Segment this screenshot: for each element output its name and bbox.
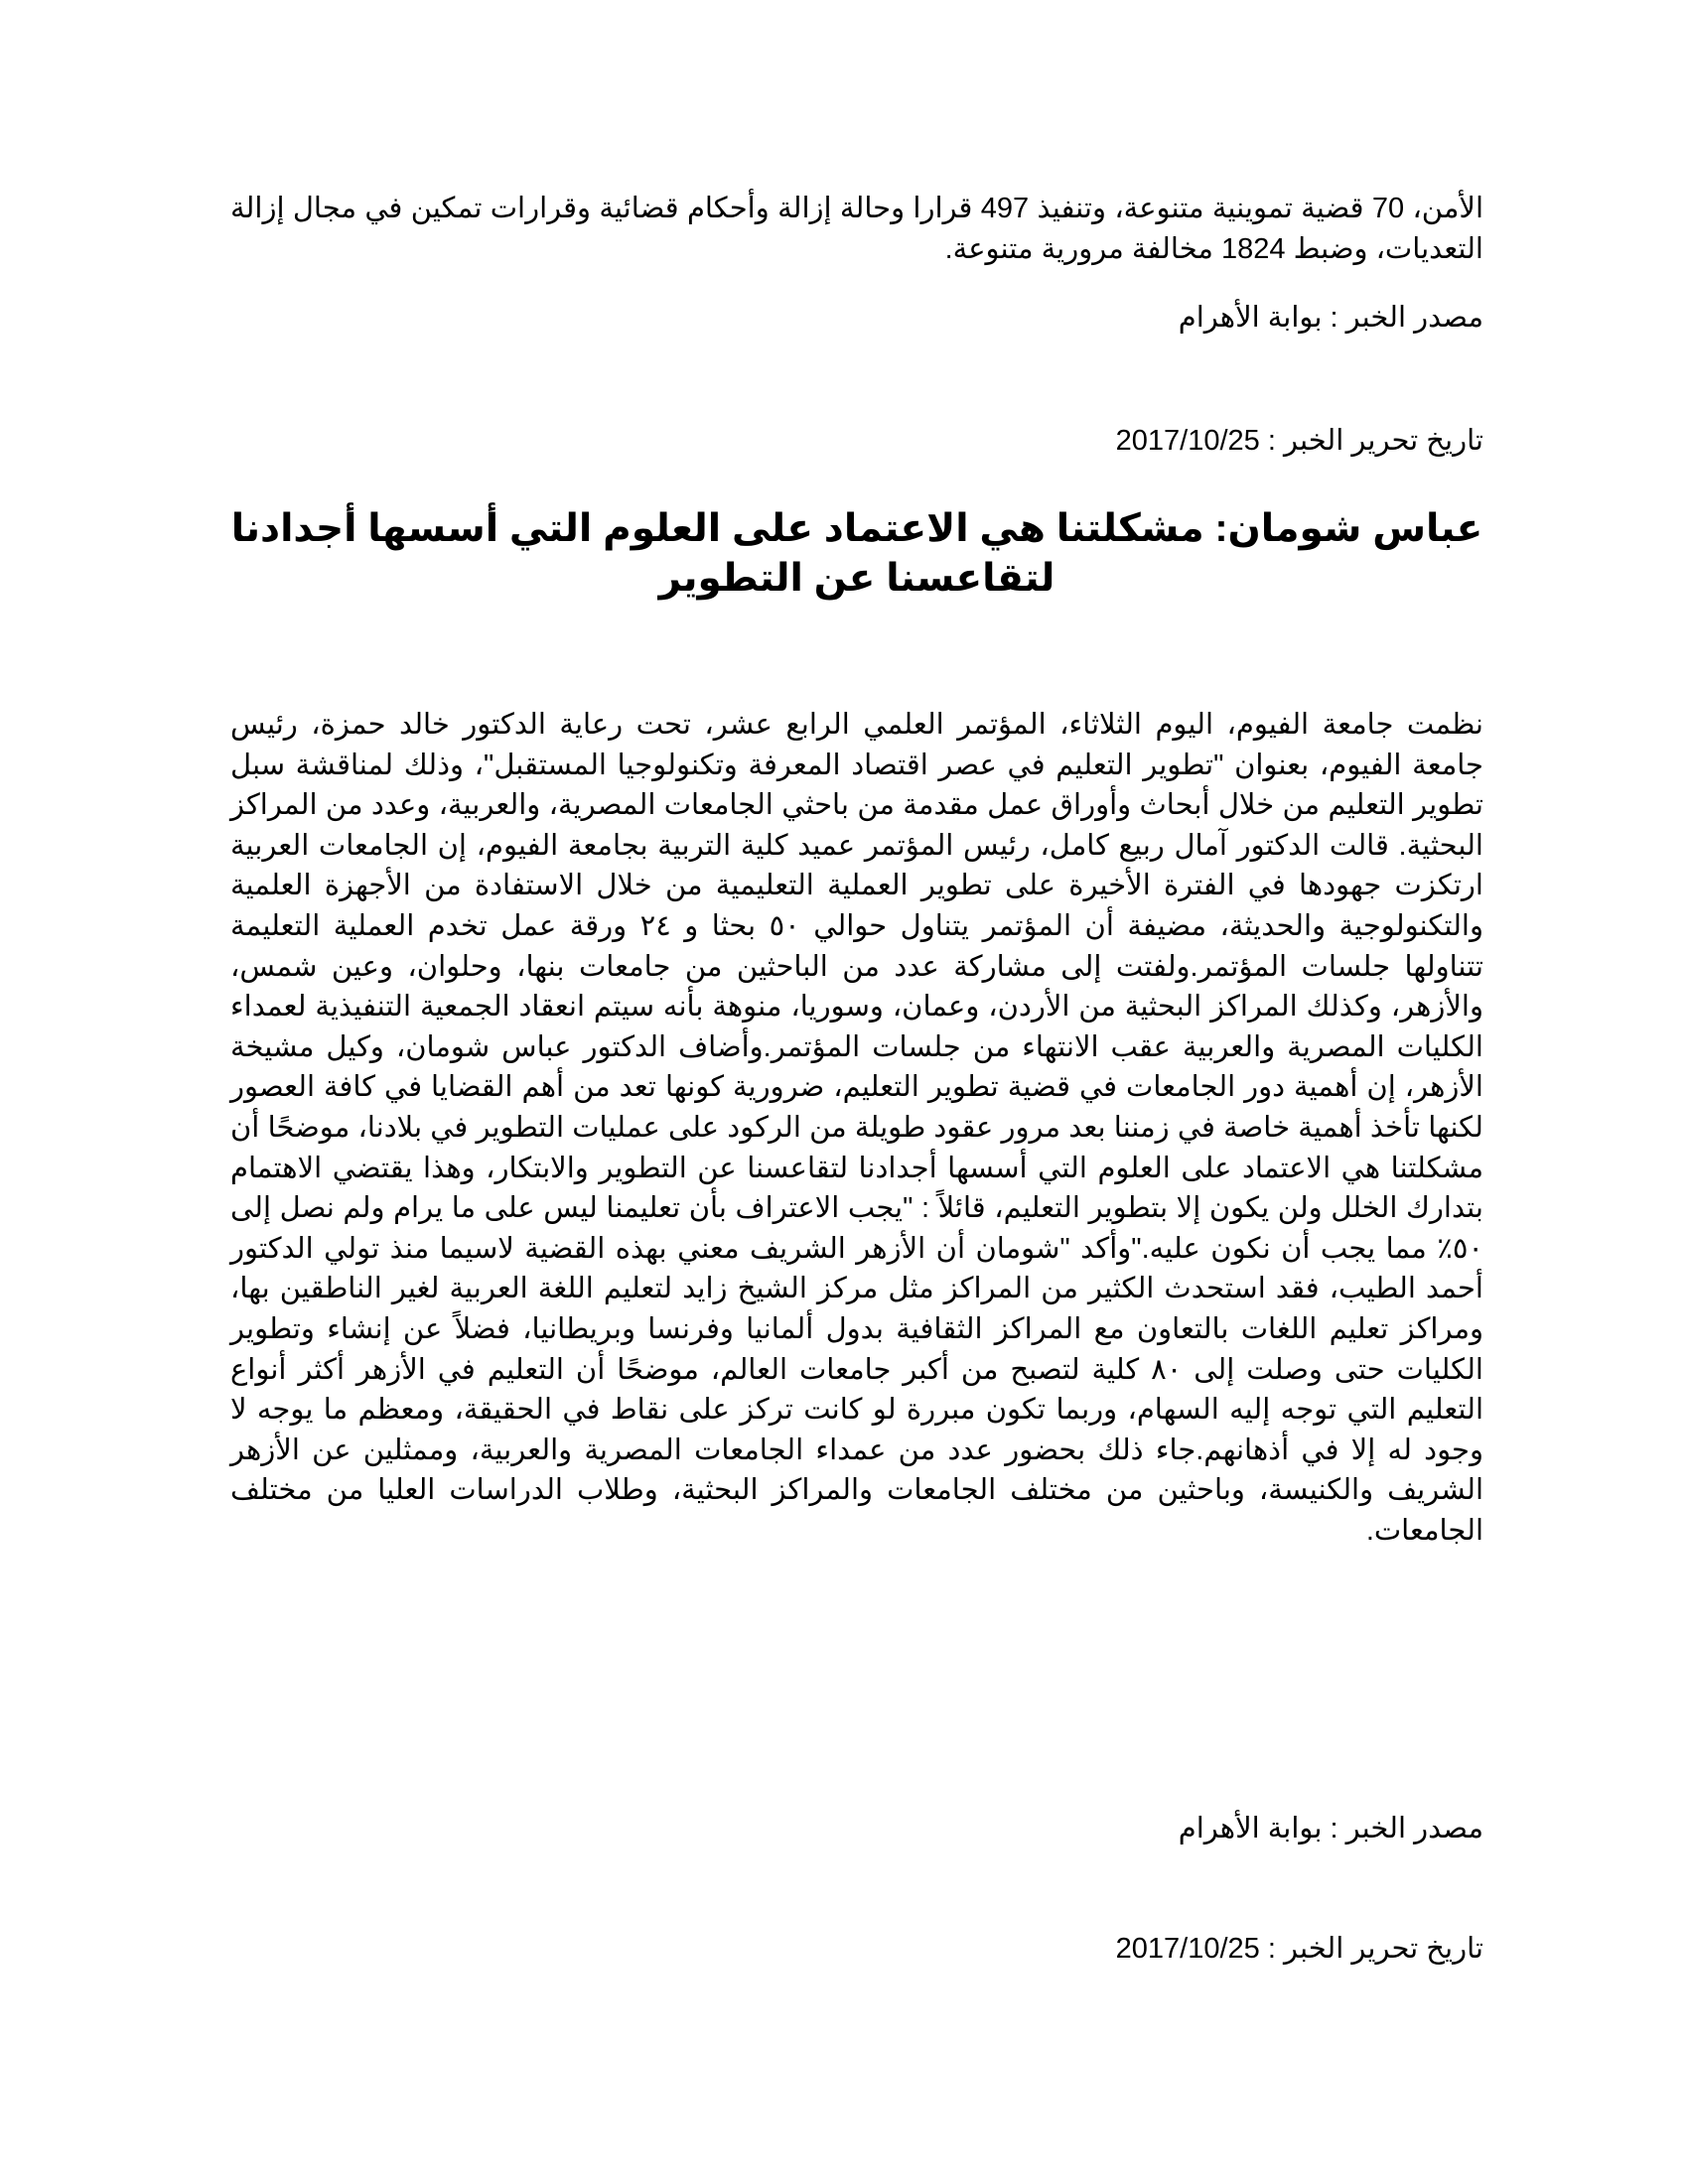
article-date: تاريخ تحرير الخبر : 2017/10/25 bbox=[1115, 1933, 1483, 1965]
article-body: نظمت جامعة الفيوم، اليوم الثلاثاء، المؤتمر العلمي الرابع عشر، تحت رعاية الدكتور خالد حمزة، رئيس جامعة الفيوم، بعنوان "تطوير التعليم في عصر اقتصاد المعرفة وتكنولوجيا المستقبل"، وذلك لمناقشة سبل تطوير التعليم من خلال أبحاث وأوراق عمل مقدمة من باحثي الجامعات المصرية، والعربية، وعدد من المراكز البحثية. قالت الدكتور آمال ربيع كامل، رئيس المؤتمر عميد كلية التربية بجامعة الفيوم، إن الجامعات العربية ارتكزت جهودها في الفترة الأخيرة على تطوير العملية التعليمية من خلال الاستفادة من الأجهزة العلمية والتكنولوجية والحديثة، مضيفة أن المؤتمر يتناول حوالي ٥٠ بحثا و ٢٤ ورقة عمل تخدم العملية التعليمة تتناولها جلسات المؤتمر.ولفتت إلى مشاركة عدد من الباحثين من جامعات بنها، وحلوان، وعين شمس، والأزهر، وكذلك المراكز البحثية من الأردن، وعمان، وسوريا، منوهة بأنه سيتم انعقاد الجمعية التنفيذية لعمداء الكليات المصرية والعربية عقب الانتهاء من جلسات المؤتمر.وأضاف الدكتور عباس شومان، وكيل مشيخة الأزهر، إن أهمية دور الجامعات في قضية تطوير التعليم، ضرورية كونها تعد من أهم القضايا في كافة العصور لكنها تأخذ أهمية خاصة في زمننا بعد مرور عقود طويلة من الركود على عمليات التطوير في بلادنا، موضحًا أن مشكلتنا هي الاعتماد على العلوم التي أسسها أجدادنا لتقاعسنا عن التطوير والابتكار، وهذا يقتضي الاهتمام بتدارك الخلل ولن يكون إلا بتطوير التعليم، قائلاً : "يجب الاعتراف بأن تعليمنا ليس على ما يرام ولم نصل إلى ٥٠٪ مما يجب أن نكون عليه."وأكد "شومان أن الأزهر الشريف معني بهذه القضية لاسيما منذ تولي الدكتور أحمد الطيب، فقد استحدث الكثير من المراكز مثل مركز الشيخ زايد لتعليم اللغة العربية لغير الناطقين بها، ومراكز تعليم اللغات بالتعاون مع المراكز الثقافية بدول ألمانيا وفرنسا وبريطانيا، فضلاً عن إنشاء وتطوير الكليات حتى وصلت إلى ٨٠ كلية لتصبح من أكبر جامعات العالم، موضحًا أن التعليم في الأزهر أكثر أنواع التعليم التي توجه إليه السهام، وربما تكون مبررة لو كانت تركز على نقاط في الحقيقة، ومعظم ما يوجه لا وجود له إلا في أذهانهم.جاء ذلك بحضور عدد من عمداء الجامعات المصرية والعربية، وممثلين عن الأزهر الشريف والكنيسة، وباحثين من مختلف الجامعات والمراكز البحثية، وطلاب الدراسات العليا من مختلف الجامعات. bbox=[230, 709, 1483, 1547]
article-headline: عباس شومان: مشكلتنا هي الاعتماد على العلوم التي أسسها أجدادنا لتقاعسنا عن التطوير bbox=[230, 507, 1483, 600]
first-news-source: مصدر الخبر : بوابة الأهرام bbox=[1178, 302, 1483, 334]
intro-paragraph: الأمن، 70 قضية تموينية متنوعة، وتنفيذ 497 قرارا وحالة إزالة وأحكام قضائية وقرارات تمكين في مجال إزالة التعديات، وضبط 1824 مخالفة مرورية متنوعة. bbox=[230, 193, 1484, 265]
article-source: مصدر الخبر : بوابة الأهرام bbox=[1178, 1813, 1483, 1844]
first-news-date: تاريخ تحرير الخبر : 2017/10/25 bbox=[1115, 425, 1483, 457]
